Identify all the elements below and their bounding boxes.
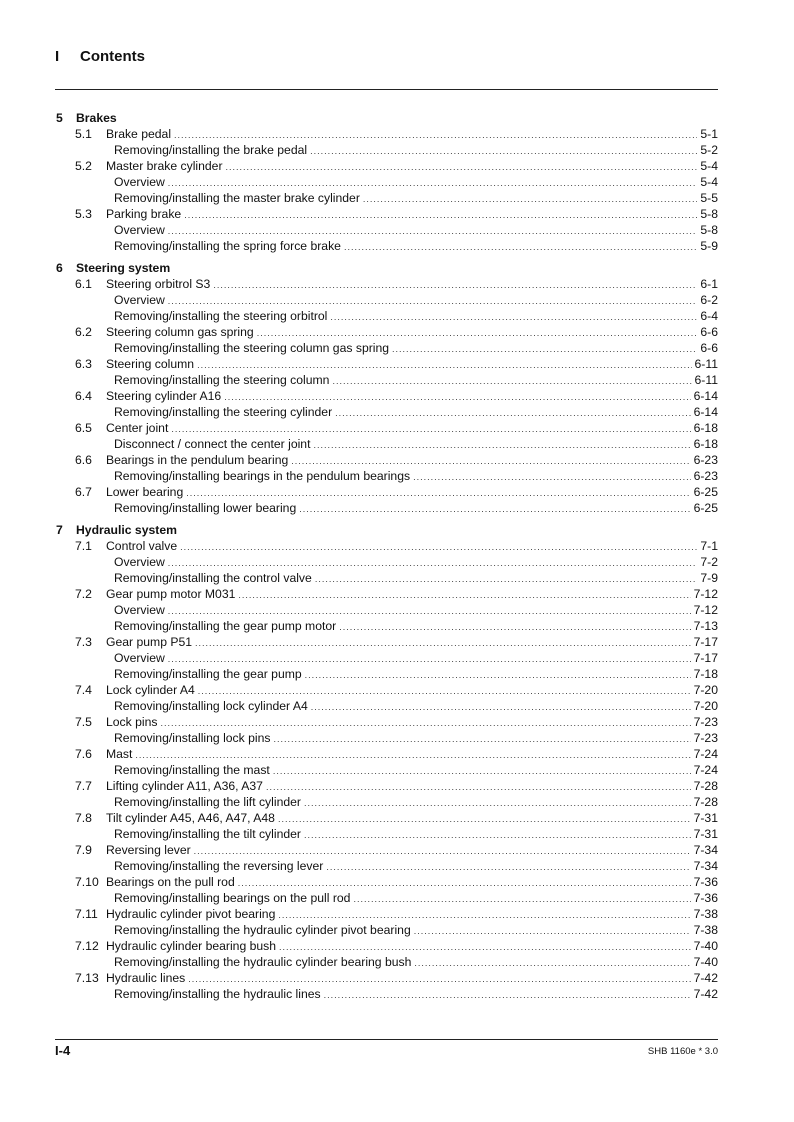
entry-page-number: 6-2 <box>700 293 718 307</box>
entry-title: Parking brake <box>106 207 182 221</box>
entry-page-number: 7-28 <box>693 795 718 809</box>
entry-number: 7.7 <box>75 779 92 793</box>
entry-page-number: 7-18 <box>693 667 718 681</box>
dot-leader <box>304 827 691 843</box>
toc-subentry[interactable] <box>56 554 718 570</box>
entry-number: 6.2 <box>75 325 92 339</box>
dot-leader <box>168 175 698 191</box>
entry-title: Removing/installing the mast <box>114 763 270 777</box>
dot-leader <box>304 795 691 811</box>
dot-leader <box>188 971 690 987</box>
entry-title: Removing/installing the tilt cylinder <box>114 827 301 841</box>
toc-entry[interactable] <box>56 126 718 142</box>
entry-title: Overview <box>114 603 165 617</box>
dot-leader <box>332 373 691 389</box>
entry-page-number: 7-13 <box>693 619 718 633</box>
entry-page-number: 6-6 <box>700 341 718 355</box>
entry-title: Overview <box>114 293 165 307</box>
dot-leader <box>238 587 690 603</box>
dot-leader <box>311 699 691 715</box>
entry-number: 5.2 <box>75 159 92 173</box>
entry-page-number: 7-40 <box>693 939 718 953</box>
entry-page-number: 7-31 <box>693 827 718 841</box>
entry-title: Disconnect / connect the center joint <box>114 437 311 451</box>
toc-entry[interactable] <box>56 842 718 858</box>
toc-entry[interactable] <box>56 356 718 372</box>
entry-page-number: 6-25 <box>693 501 718 515</box>
entry-title: Removing/installing lower bearing <box>114 501 297 515</box>
entry-page-number: 6-4 <box>700 309 718 323</box>
toc-subentry[interactable] <box>56 308 718 324</box>
dot-leader <box>353 891 690 907</box>
entry-page-number: 6-1 <box>700 277 718 291</box>
entry-page-number: 6-25 <box>693 485 718 499</box>
entry-title: Gear pump P51 <box>106 635 193 649</box>
dot-leader <box>226 159 698 175</box>
toc-subentry[interactable] <box>56 500 718 516</box>
toc-entry[interactable] <box>56 388 718 404</box>
entry-page-number: 5-2 <box>700 143 718 157</box>
dot-leader <box>257 325 698 341</box>
dot-leader <box>339 619 690 635</box>
entry-page-number: 7-23 <box>693 731 718 745</box>
entry-number: 7.1 <box>75 539 92 553</box>
dot-leader <box>313 437 690 453</box>
entry-page-number: 7-40 <box>693 955 718 969</box>
toc-entry[interactable] <box>56 206 718 222</box>
toc-subentry[interactable] <box>56 762 718 778</box>
entry-title: Hydraulic cylinder bearing bush <box>106 939 277 953</box>
toc-subentry[interactable] <box>56 142 718 158</box>
toc-subentry[interactable] <box>56 222 718 238</box>
entry-page-number: 5-4 <box>700 159 718 173</box>
entry-page-number: 7-24 <box>693 747 718 761</box>
entry-page-number: 6-23 <box>693 469 718 483</box>
page-title: Contents <box>80 48 145 65</box>
entry-page-number: 7-42 <box>693 987 718 1001</box>
toc-entry[interactable] <box>56 682 718 698</box>
entry-number: 7.8 <box>75 811 92 825</box>
dot-leader <box>326 859 690 875</box>
chapter-heading <box>56 522 718 538</box>
toc-entry[interactable] <box>56 420 718 436</box>
entry-title: Steering cylinder A16 <box>106 389 222 403</box>
table-of-contents <box>56 110 718 1008</box>
dot-leader <box>414 955 690 971</box>
section-number: I <box>55 48 60 65</box>
entry-number: 7.5 <box>75 715 92 729</box>
entry-page-number: 5-9 <box>700 239 718 253</box>
dot-leader <box>299 501 690 517</box>
entry-number: 7.10 <box>75 875 99 889</box>
toc-entry[interactable] <box>56 452 718 468</box>
dot-leader <box>324 987 691 1003</box>
dot-leader <box>174 127 697 143</box>
entry-title: Overview <box>114 555 165 569</box>
footer-document-id: SHB 1160e * 3.0 <box>647 1046 718 1057</box>
dot-leader <box>278 811 691 827</box>
dot-leader <box>184 207 697 223</box>
entry-number: 6.4 <box>75 389 92 403</box>
toc-chapter <box>56 522 718 1002</box>
entry-title: Lifting cylinder A11, A36, A37 <box>106 779 263 793</box>
dot-leader <box>224 389 690 405</box>
entry-title: Removing/installing the lift cylinder <box>114 795 301 809</box>
entry-number: 7.11 <box>75 907 98 921</box>
entry-number: 5.3 <box>75 207 92 221</box>
entry-title: Overview <box>114 175 165 189</box>
entry-title: Tilt cylinder A45, A46, A47, A48 <box>106 811 275 825</box>
entry-page-number: 6-14 <box>693 405 718 419</box>
toc-subentry[interactable] <box>56 698 718 714</box>
toc-entry[interactable] <box>56 906 718 922</box>
dot-leader <box>344 239 697 255</box>
entry-page-number: 7-38 <box>693 923 718 937</box>
dot-leader <box>414 923 691 939</box>
entry-title: Hydraulic lines <box>106 971 186 985</box>
entry-page-number: 7-28 <box>693 779 718 793</box>
entry-page-number: 7-2 <box>700 555 718 569</box>
entry-page-number: 5-8 <box>700 207 718 221</box>
entry-page-number: 7-20 <box>693 699 718 713</box>
entry-title: Removing/installing lock cylinder A4 <box>114 699 308 713</box>
entry-title: Removing/installing the gear pump <box>114 667 302 681</box>
entry-page-number: 7-12 <box>693 587 718 601</box>
entry-number: 6.5 <box>75 421 92 435</box>
dot-leader <box>195 635 691 651</box>
dot-leader <box>197 357 691 373</box>
entry-number: 6.7 <box>75 485 92 499</box>
toc-subentry[interactable] <box>56 404 718 420</box>
entry-title: Steering orbitrol S3 <box>106 277 211 291</box>
chapter-title: Hydraulic system <box>76 523 177 537</box>
entry-page-number: 7-31 <box>693 811 718 825</box>
entry-title: Steering column <box>106 357 195 371</box>
dot-leader <box>335 405 690 421</box>
entry-page-number: 6-14 <box>693 389 718 403</box>
toc-entry[interactable] <box>56 484 718 500</box>
entry-page-number: 7-42 <box>693 971 718 985</box>
entry-title: Removing/installing the control valve <box>114 571 312 585</box>
toc-subentry[interactable] <box>56 292 718 308</box>
toc-chapter <box>56 110 718 254</box>
toc-entry[interactable] <box>56 810 718 826</box>
entry-number: 5.1 <box>75 127 92 141</box>
toc-subentry[interactable] <box>56 190 718 206</box>
dot-leader <box>161 715 691 731</box>
entry-page-number: 5-1 <box>700 127 718 141</box>
entry-title: Mast <box>106 747 133 761</box>
entry-page-number: 5-5 <box>700 191 718 205</box>
entry-page-number: 7-9 <box>700 571 718 585</box>
toc-entry[interactable] <box>56 276 718 292</box>
entry-title: Reversing lever <box>106 843 191 857</box>
dot-leader <box>273 763 691 779</box>
entry-page-number: 6-11 <box>694 357 718 371</box>
footer-page-number: I-4 <box>55 1043 71 1058</box>
toc-subentry[interactable] <box>56 794 718 810</box>
toc-entry[interactable] <box>56 324 718 340</box>
chapter-title: Steering system <box>76 261 171 275</box>
toc-subentry[interactable] <box>56 174 718 190</box>
toc-subentry[interactable] <box>56 618 718 634</box>
entry-title: Lower bearing <box>106 485 184 499</box>
toc-subentry[interactable] <box>56 954 718 970</box>
dot-leader <box>198 683 691 699</box>
entry-page-number: 7-1 <box>700 539 718 553</box>
entry-title: Hydraulic cylinder pivot bearing <box>106 907 276 921</box>
toc-subentry[interactable] <box>56 730 718 746</box>
toc-entry[interactable] <box>56 586 718 602</box>
entry-title: Removing/installing the steering column gas spring <box>114 341 390 355</box>
dot-leader <box>315 571 698 587</box>
entry-page-number: 7-24 <box>693 763 718 777</box>
dot-leader <box>168 223 698 239</box>
toc-subentry[interactable] <box>56 602 718 618</box>
entry-page-number: 6-23 <box>693 453 718 467</box>
dot-leader <box>186 485 690 501</box>
dot-leader <box>291 453 690 469</box>
dot-leader <box>279 939 691 955</box>
dot-leader <box>266 779 691 795</box>
entry-title: Overview <box>114 651 165 665</box>
entry-number: 7.12 <box>75 939 99 953</box>
toc-subentry[interactable] <box>56 986 718 1002</box>
entry-title: Overview <box>114 223 165 237</box>
entry-number: 7.9 <box>75 843 92 857</box>
dot-leader <box>330 309 697 325</box>
toc-entry[interactable] <box>56 538 718 554</box>
toc-subentry[interactable] <box>56 238 718 254</box>
entry-title: Bearings on the pull rod <box>106 875 235 889</box>
toc-subentry[interactable] <box>56 858 718 874</box>
toc-entry[interactable] <box>56 158 718 174</box>
entry-title: Bearings in the pendulum bearing <box>106 453 289 467</box>
entry-page-number: 7-38 <box>693 907 718 921</box>
entry-page-number: 7-36 <box>693 891 718 905</box>
chapter-number: 5 <box>56 111 63 125</box>
entry-page-number: 6-11 <box>694 373 718 387</box>
toc-entry[interactable] <box>56 778 718 794</box>
entry-page-number: 5-8 <box>700 223 718 237</box>
entry-title: Removing/installing the gear pump motor <box>114 619 337 633</box>
toc-subentry[interactable] <box>56 650 718 666</box>
dot-leader <box>194 843 691 859</box>
entry-title: Removing/installing the reversing lever <box>114 859 324 873</box>
entry-page-number: 5-4 <box>700 175 718 189</box>
entry-page-number: 7-17 <box>693 635 718 649</box>
entry-page-number: 6-18 <box>693 421 718 435</box>
entry-page-number: 6-18 <box>693 437 718 451</box>
dot-leader <box>310 143 697 159</box>
dot-leader <box>135 747 690 763</box>
toc-subentry[interactable] <box>56 890 718 906</box>
entry-title: Removing/installing the steering cylinder <box>114 405 333 419</box>
entry-number: 7.6 <box>75 747 92 761</box>
toc-entry[interactable] <box>56 634 718 650</box>
entry-title: Brake pedal <box>106 127 172 141</box>
entry-number: 7.4 <box>75 683 92 697</box>
toc-entry[interactable] <box>56 938 718 954</box>
entry-title: Removing/installing the brake pedal <box>114 143 308 157</box>
toc-chapter <box>56 260 718 516</box>
entry-number: 6.3 <box>75 357 92 371</box>
entry-page-number: 7-34 <box>693 859 718 873</box>
toc-subentry[interactable] <box>56 666 718 682</box>
dot-leader <box>238 875 691 891</box>
entry-number: 6.6 <box>75 453 92 467</box>
entry-title: Lock cylinder A4 <box>106 683 195 697</box>
entry-title: Removing/installing the spring force brake <box>114 239 341 253</box>
entry-page-number: 7-34 <box>693 843 718 857</box>
entry-page-number: 6-6 <box>700 325 718 339</box>
toc-subentry[interactable] <box>56 340 718 356</box>
chapter-heading <box>56 260 718 276</box>
entry-title: Lock pins <box>106 715 158 729</box>
dot-leader <box>168 603 691 619</box>
entry-title: Removing/installing the steering column <box>114 373 330 387</box>
chapter-number: 6 <box>56 261 63 275</box>
entry-number: 7.2 <box>75 587 92 601</box>
header-divider <box>55 89 718 90</box>
entry-title: Removing/installing the steering orbitrol <box>114 309 328 323</box>
dot-leader <box>213 277 697 293</box>
entry-title: Removing/installing the hydraulic cylinder bearing bush <box>114 955 412 969</box>
entry-title: Removing/installing the master brake cylinder <box>114 191 360 205</box>
footer-divider <box>55 1039 718 1040</box>
toc-entry[interactable] <box>56 874 718 890</box>
toc-entry[interactable] <box>56 970 718 986</box>
entry-number: 6.1 <box>75 277 92 291</box>
entry-page-number: 7-17 <box>693 651 718 665</box>
entry-page-number: 7-36 <box>693 875 718 889</box>
toc-subentry[interactable] <box>56 372 718 388</box>
toc-entry[interactable] <box>56 714 718 730</box>
entry-page-number: 7-12 <box>693 603 718 617</box>
dot-leader <box>180 539 697 555</box>
entry-title: Steering column gas spring <box>106 325 254 339</box>
chapter-number: 7 <box>56 523 63 537</box>
entry-title: Removing/installing lock pins <box>114 731 271 745</box>
dot-leader <box>171 421 690 437</box>
dot-leader <box>363 191 697 207</box>
chapter-heading <box>56 110 718 126</box>
dot-leader <box>392 341 697 357</box>
page-header <box>55 48 718 65</box>
dot-leader <box>168 555 698 571</box>
dot-leader <box>168 651 691 667</box>
entry-number: 7.3 <box>75 635 92 649</box>
dot-leader <box>168 293 698 309</box>
toc-subentry[interactable] <box>56 436 718 452</box>
entry-page-number: 7-20 <box>693 683 718 697</box>
entry-title: Master brake cylinder <box>106 159 223 173</box>
dot-leader <box>413 469 691 485</box>
entry-title: Removing/installing the hydraulic cylinder pivot bearing <box>114 923 411 937</box>
toc-subentry[interactable] <box>56 922 718 938</box>
dot-leader <box>278 907 690 923</box>
toc-subentry[interactable] <box>56 468 718 484</box>
dot-leader <box>305 667 691 683</box>
entry-title: Gear pump motor M031 <box>106 587 236 601</box>
toc-entry[interactable] <box>56 746 718 762</box>
chapter-title: Brakes <box>76 111 117 125</box>
dot-leader <box>273 731 690 747</box>
entry-title: Removing/installing bearings in the pendulum bearings <box>114 469 411 483</box>
toc-subentry[interactable] <box>56 570 718 586</box>
entry-title: Control valve <box>106 539 178 553</box>
entry-title: Removing/installing the hydraulic lines <box>114 987 321 1001</box>
entry-number: 7.13 <box>75 971 99 985</box>
toc-subentry[interactable] <box>56 826 718 842</box>
entry-page-number: 7-23 <box>693 715 718 729</box>
entry-title: Removing/installing bearings on the pull rod <box>114 891 351 905</box>
entry-title: Center joint <box>106 421 169 435</box>
